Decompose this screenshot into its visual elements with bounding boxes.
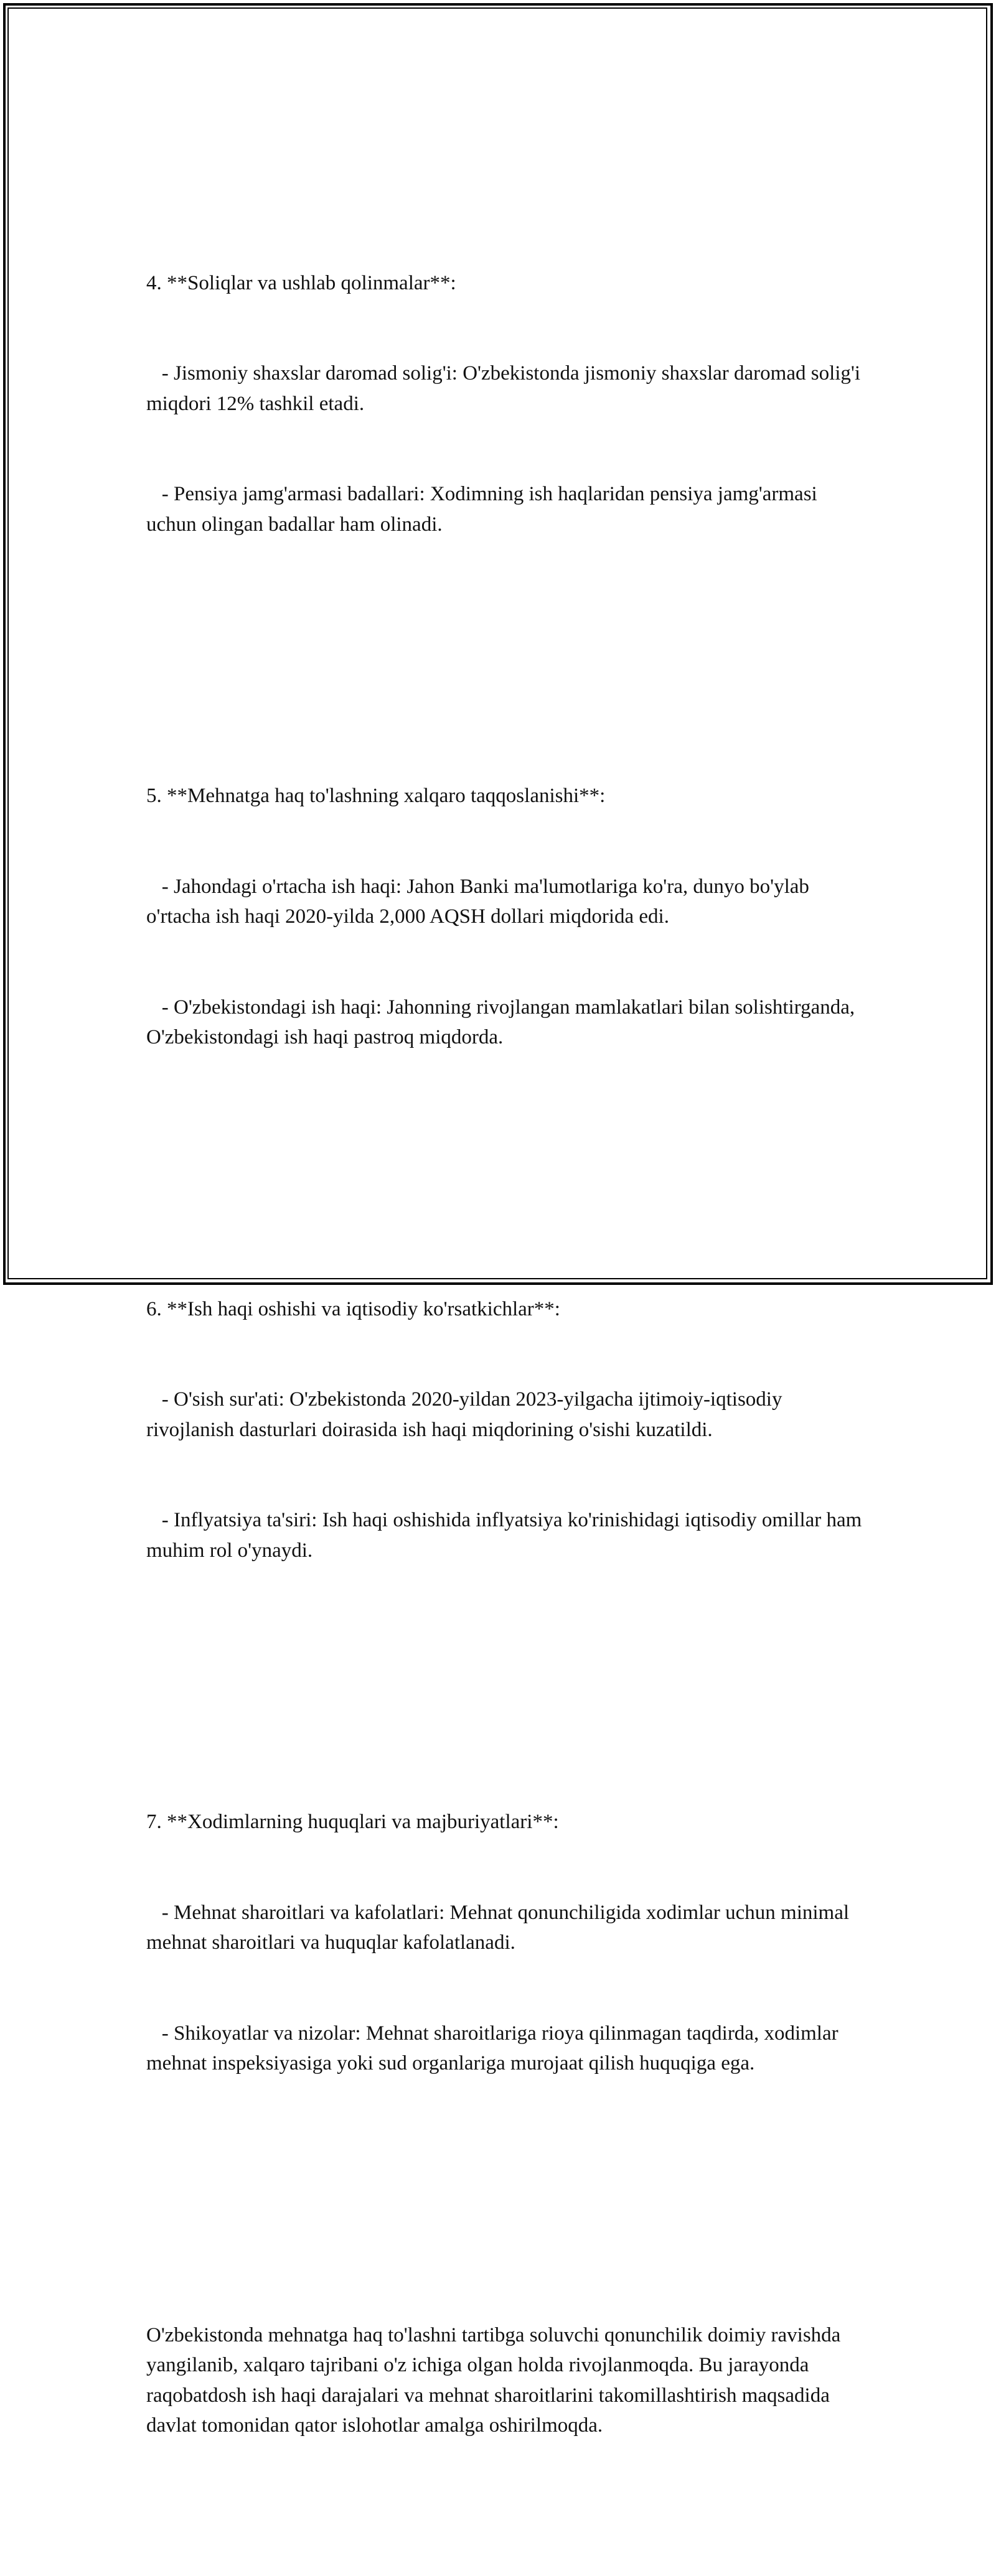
section-6: [146, 1234, 867, 1626]
list-item: - Jismoniy shaxslar daromad solig'i: O'zbekistonda jismoniy shaxslar daromad solig'i miqdori 12% tashkil etadi.: [146, 362, 866, 415]
section-7: [146, 1747, 862, 2139]
list-item: - Mehnat sharoitlari va kafolatlari: Mehnat qonunchiligida xodimlar uchun minimal mehnat sharoitlari va huquqlar kafolatlanadi.: [146, 1901, 855, 1954]
conclusion-paragraph: [146, 2260, 862, 2501]
list-item: - Inflyatsiya ta'siri: Ish haqi oshishida inflyatsiya ko'rinishidagi iqtisodiy omillar ham muhim rol o'ynaydi.: [146, 1509, 867, 1562]
section-heading: 6. **Ish haqi oshishi va iqtisodiy ko'rsatkichlar**:: [146, 1297, 560, 1320]
section-heading: 5. **Mehnatga haq to'lashning xalqaro taqqoslanishi**:: [146, 785, 606, 807]
conclusion-text: O'zbekistonda mehnatga haq to'lashni tartibga soluvchi qonunchilik doimiy ravishda yangilanib, xalqaro tajribani o'z ichiga olgan holda rivojlanmoqda. Bu jarayonda raqobatdosh ish haqi darajalari va mehnat sharoitlarini takomillashtirish maqsadida davlat tomonidan qator islohotlar amalga oshirilmoqda.: [146, 2323, 846, 2437]
section-heading: 7. **Xodimlarning huquqlari va majburiyatlari**:: [146, 1811, 559, 1833]
list-item: - Jahondagi o'rtacha ish haqi: Jahon Banki ma'lumotlariga ko'ra, dunyo bo'ylab o'rtacha ish haqi 2020-yilda 2,000 AQSH dollari miqdorida edi.: [146, 875, 815, 928]
list-item: - O'zbekistondagi ish haqi: Jahonning rivojlangan mamlakatlari bilan solishtirganda, O'zbekistondagi ish haqi pastroq miqdorda.: [146, 996, 860, 1048]
list-item: - O'sish sur'ati: O'zbekistonda 2020-yildan 2023-yilgacha ijtimoiy-iqtisodiy rivojlanish dasturlari doirasida ish haqi miqdorining o'sishi kuzatildi.: [146, 1388, 787, 1441]
section-5: [146, 721, 862, 1113]
list-item: - Shikoyatlar va nizolar: Mehnat sharoitlariga rioya qilinmagan taqdirda, xodimlar mehnat inspeksiyasiga yoki sud organlariga murojaat qilish huquqiga ega.: [146, 2022, 843, 2074]
section-4: [146, 208, 866, 600]
list-item: - Pensiya jamg'armasi badallari: Xodimning ish haqlaridan pensiya jamg'armasi uchun olingan badallar ham olinadi.: [146, 483, 822, 536]
document-body: [146, 117, 867, 2576]
section-heading: 4. **Soliqlar va ushlab qolinmalar**:: [146, 271, 456, 294]
